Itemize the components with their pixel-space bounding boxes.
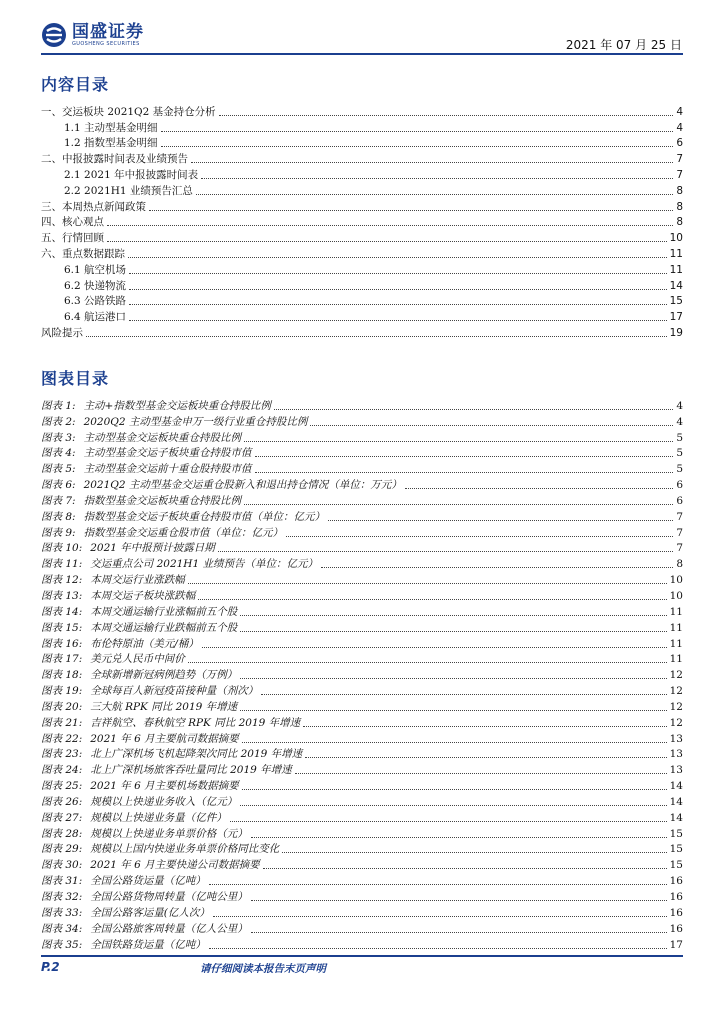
figure-entry-page: 11 [669,653,683,666]
toc-entry[interactable] [41,103,683,119]
dot-leader [188,662,667,663]
figure-entry-label: 图表 6: [41,479,76,492]
report-date: 2021 年 07 月 25 日 [565,38,682,52]
toc-entry[interactable] [41,277,683,293]
dot-leader [282,852,666,853]
figure-entry-title: 全国公路货运量（亿吨） [90,875,206,888]
figure-entry[interactable] [41,825,683,841]
figure-entry-page: 6 [676,479,683,492]
toc-entry[interactable] [41,324,683,340]
figure-entry-label: 图表 30: [41,859,83,872]
figure-entry[interactable] [41,809,683,825]
toc-list [41,103,683,340]
footer-disclaimer: 请仔细阅读本报告末页声明 [200,963,326,975]
figure-entry[interactable] [41,635,683,651]
figure-entry-page: 11 [669,621,683,634]
figure-entry-title: 北上广深机场飞机起降架次同比 2019 年增速 [90,748,303,761]
toc-entry-page: 19 [669,326,683,339]
figure-entry-label: 图表 33: [41,906,83,919]
figure-entry[interactable] [41,920,683,936]
figure-entry[interactable] [41,936,683,952]
figure-entry-title: 2021 年 6 月主要快递公司数据摘要 [90,859,260,872]
dot-leader [251,900,667,901]
figure-entry-title: 2020Q2 主动型基金申万一级行业重仓持股比例 [83,415,308,428]
figure-entry-title: 美元兑人民币中间价 [90,653,185,666]
figure-entry-page: 14 [669,780,683,793]
figure-entry[interactable] [41,571,683,587]
figure-entry-page: 14 [669,795,683,808]
dot-leader [149,210,673,211]
figure-entry-title: 吉祥航空、春秋航空 RPK 同比 2019 年增速 [90,716,301,729]
figure-entry-label: 图表 10: [41,542,83,555]
dot-leader [230,821,667,822]
toc-entry-label: 6.3 公路铁路 [64,295,127,308]
figure-entry[interactable] [41,555,683,571]
dot-leader [321,567,673,568]
figure-entry-page: 12 [669,669,683,682]
figure-entry[interactable] [41,682,683,698]
dot-leader [242,789,667,790]
toc-entry-page: 8 [676,216,683,229]
figure-entry-label: 图表 26: [41,795,83,808]
dot-leader [202,647,667,648]
figure-entry[interactable] [41,429,683,445]
figure-entry[interactable] [41,651,683,667]
figure-entry-title: 全国公路货物周转量（亿吨公里） [90,891,248,903]
figure-entry-page: 13 [669,732,683,745]
figure-entry-title: 2021 年中报预计披露日期 [90,542,215,555]
dot-leader [129,320,667,321]
dot-leader [261,694,666,695]
figure-entry-page: 12 [669,685,683,698]
figure-entry-page: 5 [676,463,683,476]
figure-entry-page: 17 [669,938,683,951]
figure-entry-label: 图表 34: [41,922,83,935]
figure-entry[interactable] [41,492,683,508]
figure-entry-label: 图表 19: [41,685,83,698]
figure-entry-title: 本周交运行业涨跌幅 [90,574,185,587]
figure-entry-page: 15 [669,859,683,872]
toc-entry-label: 五、行情回顾 [41,232,104,245]
figure-entry[interactable] [41,508,683,524]
dot-leader [240,710,666,711]
figure-entry[interactable] [41,587,683,603]
toc-entry-page: 4 [676,121,683,134]
toc-entry[interactable] [41,150,683,166]
page-number: P.2 [41,960,60,974]
figure-entry-title: 指数型基金交运子板块重仓持股市值（单位：亿元） [83,510,326,523]
toc-entry-page: 7 [676,153,683,166]
toc-entry-page: 11 [669,247,683,260]
figure-entry-label: 图表 13: [41,589,83,602]
toc-entry-label: 6.2 快递物流 [64,279,127,292]
toc-entry-page: 15 [669,295,683,308]
figure-entry-page: 8 [676,558,683,571]
toc-entry-label: 二、中报披露时间表及业绩预告 [41,153,188,166]
dot-leader [129,289,667,290]
dot-leader [244,441,673,442]
figure-entry-label: 图表 5: [41,463,76,476]
brand-name-cn: 国盛证券 [72,21,144,42]
figure-entry-label: 图表 3: [41,431,76,444]
figure-entry-title: 本周交通运输行业涨幅前五个股 [90,605,238,618]
toc-entry-label: 1.1 主动型基金明细 [64,121,158,134]
figure-entry-page: 12 [669,716,683,729]
figure-entry-page: 16 [669,906,683,919]
figure-entry-page: 13 [669,764,683,777]
figure-entry-page: 6 [676,494,683,507]
figure-entry-page: 4 [676,399,683,412]
figure-entry-title: 指数型基金交运板块重仓持股比例 [83,494,242,507]
figure-entry-title: 交运重点公司 2021H1 业绩预告（单位：亿元） [90,558,318,571]
toc-entry[interactable] [41,166,683,182]
dot-leader [295,773,667,774]
figure-entry-page: 14 [669,811,683,824]
figure-entry-label: 图表 17: [41,653,83,666]
dot-leader [263,868,667,869]
figure-entry-title: 2021Q2 主动型基金交运重仓股新入和退出持仓情况（单位：万元） [83,479,402,492]
figure-entry[interactable] [41,841,683,857]
dot-leader [201,178,673,179]
toc-entry-page: 4 [676,105,683,118]
toc-entry-label: 风险提示 [41,326,83,339]
toc-entry-label: 六、重点数据跟踪 [41,247,125,260]
dot-leader [191,162,673,163]
dot-leader [240,678,666,679]
figure-entry-page: 4 [676,415,683,428]
figure-entry[interactable] [41,746,683,762]
dot-leader [305,757,666,758]
figure-entry-label: 图表 12: [41,574,83,587]
toc-entry-page: 8 [676,200,683,213]
toc-entry[interactable] [41,182,683,198]
figure-entry[interactable] [41,888,683,904]
figure-entry-label: 图表 8: [41,510,76,523]
figure-entry-title: 主动型基金交运子板块重仓持股市值 [83,447,252,460]
toc-entry-label: 1.2 指数型基金明细 [64,137,158,150]
dot-leader [219,115,674,116]
dot-leader [251,932,667,933]
figure-entry-page: 12 [669,700,683,713]
toc-entry-label: 一、交运板块 2021Q2 基金持仓分析 [41,105,216,118]
figure-entry-page: 16 [669,875,683,888]
figure-entry[interactable] [41,619,683,635]
figure-entry[interactable] [41,698,683,714]
brand-name-en: GUOSHENG SECURITIES [72,40,140,47]
figure-entry-title: 主动+指数型基金交运板块重仓持股比例 [83,399,271,412]
figure-entry-label: 图表 4: [41,447,76,460]
figure-entry-title: 全球每百人新冠疫苗接种量（剂次） [90,685,259,698]
toc-entry-page: 6 [676,137,683,150]
figure-entry[interactable] [41,730,683,746]
dot-leader [161,131,674,132]
dot-leader [255,456,674,457]
figure-entry[interactable] [41,445,683,461]
toc-entry-label: 2.2 2021H1 业绩预告汇总 [64,184,193,197]
toc-entry[interactable] [41,261,683,277]
toc-entry[interactable] [41,293,683,309]
figure-entry-title: 本周交运子板块涨跌幅 [90,589,196,602]
logo-icon [41,22,67,48]
figure-entry[interactable] [41,856,683,872]
dot-leader [129,304,667,305]
dot-leader [161,146,674,147]
figure-entry-title: 主动型基金交运板块重仓持股比例 [83,431,242,444]
figure-entry[interactable] [41,540,683,556]
toc-entry[interactable] [41,308,683,324]
figure-entry[interactable] [41,793,683,809]
dot-leader [251,837,667,838]
dot-leader [405,488,673,489]
figure-entry[interactable] [41,524,683,540]
figure-entry[interactable] [41,904,683,920]
toc-entry[interactable] [41,119,683,135]
dot-leader [274,409,673,410]
figure-entry-label: 图表 9: [41,526,76,539]
dot-leader [86,336,667,337]
figure-entry-label: 图表 29: [41,843,83,856]
figure-entry-label: 图表 15: [41,621,83,634]
figure-entry-page: 11 [669,637,683,650]
footer-divider [41,955,683,957]
figure-entry[interactable] [41,476,683,492]
dot-leader [240,631,666,632]
figure-entry-title: 三大航 RPK 同比 2019 年增速 [90,700,238,713]
dot-leader [107,241,667,242]
toc-entry-page: 11 [669,263,683,276]
dot-leader [196,194,673,195]
dot-leader [218,551,674,552]
toc-entry[interactable] [41,198,683,214]
figure-entry-title: 全国公路旅客周转量（亿人公里） [90,922,248,935]
toc-entry[interactable] [41,214,683,230]
dot-leader [188,583,667,584]
figure-entry-label: 图表 2: [41,415,76,428]
toc-entry-page: 7 [676,168,683,181]
dot-leader [198,599,666,600]
figure-entry-title: 全国铁路货运量（亿吨） [90,938,206,951]
figure-entry-page: 11 [669,605,683,618]
dot-leader [107,225,673,226]
figure-entry-title: 主动型基金交运前十重仓股持股市值 [83,463,252,476]
dot-leader [240,805,666,806]
dot-leader [209,948,667,949]
header-divider [41,53,683,55]
figure-entry-page: 10 [669,574,683,587]
figure-entry-page: 15 [669,843,683,856]
figure-entry-label: 图表 35: [41,938,83,951]
toc-entry[interactable] [41,135,683,151]
figure-entry-page: 7 [676,526,683,539]
figure-entry-page: 5 [676,431,683,444]
figure-entry-page: 10 [669,589,683,602]
dot-leader [255,472,674,473]
dot-leader [310,425,673,426]
figure-entry-page: 7 [676,510,683,523]
figure-entry-title: 规模以上快递业务量（亿件） [90,811,227,824]
figure-entry-label: 图表 25: [41,780,83,793]
figure-entry[interactable] [41,460,683,476]
figure-entry[interactable] [41,603,683,619]
figure-entry-title: 规模以上快递业务单票价格（元） [90,827,248,840]
figure-entry-title: 规模以上快递业务收入（亿元） [90,795,238,808]
toc-entry-label: 三、本周热点新闻政策 [41,200,146,213]
figure-entry[interactable] [41,761,683,777]
figure-entry[interactable] [41,714,683,730]
figure-entry-label: 图表 1: [41,399,76,412]
toc-entry-label: 6.1 航空机场 [64,263,127,276]
toc-entry-label: 2.1 2021 年中报披露时间表 [64,168,199,181]
figure-entry-label: 图表 20: [41,700,83,713]
figure-entry-label: 图表 18: [41,669,83,682]
figure-entry-label: 图表 23: [41,748,83,761]
dot-leader [286,536,673,537]
toc-entry-page: 17 [669,311,683,324]
figures-list [41,397,683,952]
figure-entry-label: 图表 32: [41,891,83,903]
dot-leader [209,884,667,885]
figure-entry-title: 布伦特原油（美元/桶） [90,637,199,650]
figure-entry-label: 图表 16: [41,637,83,650]
toc-entry-label: 四、核心观点 [41,216,104,229]
figure-entry-label: 图表 27: [41,811,83,824]
figures-title: 图表目录 [41,369,110,388]
figure-entry-title: 北上广深机场旅客吞吐量同比 2019 年增速 [90,764,292,777]
dot-leader [128,257,667,258]
toc-entry-page: 14 [669,279,683,292]
figure-entry-title: 2021 年 6 月主要机场数据摘要 [90,780,239,793]
figure-entry-label: 图表 7: [41,494,76,507]
figure-entry-page: 15 [669,827,683,840]
figure-entry[interactable] [41,397,683,413]
figure-entry-label: 图表 24: [41,764,83,777]
toc-title: 内容目录 [41,75,110,94]
dot-leader [240,615,666,616]
figure-entry-label: 图表 21: [41,716,83,729]
figure-entry-title: 本周交通运输行业跌幅前五个股 [90,621,238,634]
figure-entry-title: 全国公路客运量(亿人次） [90,906,210,919]
figure-entry-title: 全球新增新冠病例趋势（万例） [90,669,238,682]
figure-entry[interactable] [41,666,683,682]
figure-entry-page: 7 [676,542,683,555]
figure-entry-page: 5 [676,447,683,460]
figure-entry[interactable] [41,872,683,888]
toc-entry-page: 10 [669,232,683,245]
figure-entry-title: 指数型基金交运重仓股市值（单位：亿元） [83,526,284,539]
figure-entry[interactable] [41,777,683,793]
figure-entry-title: 2021 年 6 月主要航司数据摘要 [90,732,239,745]
toc-entry[interactable] [41,229,683,245]
dot-leader [244,504,673,505]
figure-entry-label: 图表 28: [41,827,83,840]
dot-leader [303,726,666,727]
figure-entry-page: 13 [669,748,683,761]
figure-entry-label: 图表 31: [41,875,83,888]
toc-entry-page: 8 [676,184,683,197]
dot-leader [129,273,667,274]
toc-entry[interactable] [41,245,683,261]
figure-entry-label: 图表 14: [41,605,83,618]
dot-leader [242,742,667,743]
dot-leader [328,520,673,521]
figure-entry-title: 规模以上国内快递业务单票价格同比变化 [90,843,280,856]
figure-entry-label: 图表 11: [41,558,83,571]
brand-logo [41,22,144,48]
figure-entry-label: 图表 22: [41,732,83,745]
figure-entry-page: 16 [669,922,683,935]
dot-leader [213,916,667,917]
toc-entry-label: 6.4 航运港口 [64,311,127,324]
figure-entry-page: 16 [669,891,683,903]
figure-entry[interactable] [41,413,683,429]
